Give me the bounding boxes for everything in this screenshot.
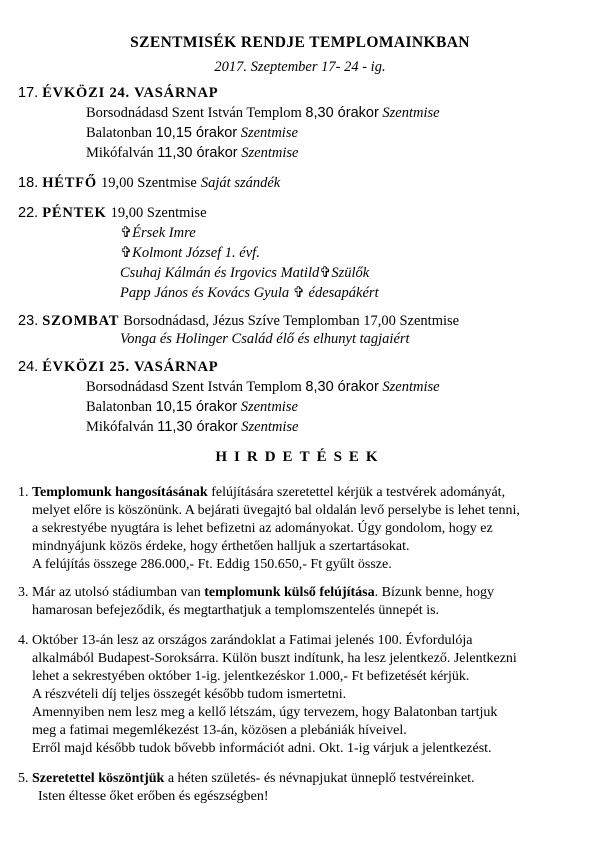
announcement-number: 3. [18, 585, 29, 600]
mass-intention: Vonga és Holinger Család élő és elhunyt tagjaiért [120, 331, 410, 347]
mass-text: 19,00 Szentmise [101, 175, 197, 191]
mass-place: Borsodnádasd Szent István Templom [86, 105, 302, 121]
day-date: 17. [18, 85, 39, 101]
day-date: 18. [18, 175, 39, 191]
announcement-1 [18, 484, 505, 502]
day-date: 24. [18, 359, 39, 375]
mass-place: Balatonban [86, 399, 153, 415]
mass-intention: Saját szándék [200, 175, 281, 191]
mass-line [86, 398, 298, 416]
mass-line [86, 104, 440, 122]
day-date: 23. [18, 313, 39, 329]
intention-text: Érsek Imre [132, 225, 196, 241]
mass-text: 19,00 Szentmise [110, 205, 207, 221]
page-subtitle: 2017. Szeptember 17- 24 - ig. [214, 59, 386, 75]
mass-time: 8,30 órakor [305, 379, 379, 395]
mass-intention [120, 244, 260, 262]
mass-text: Borsodnádasd, Jézus Szíve Templomban 17,00 Szentmise [123, 313, 460, 329]
announcement-line: Isten éltesse őket erőben és egészségben! [38, 789, 269, 804]
day-name: PÉNTEK [42, 205, 107, 221]
mass-intention [120, 264, 369, 282]
day-heading-monday [18, 174, 280, 192]
announcement-number: 5. [18, 771, 29, 786]
announcement-text: . Bízunk benne, hogy [374, 585, 494, 600]
intention-text: Kolmont József 1. évf. [132, 245, 260, 261]
announcement-text: Október 13-án lesz az országos zarándoklat a Fatimai jelenés 100. Évfordulója [32, 633, 473, 648]
announcement-3 [18, 584, 494, 602]
announcement-number: 1. [18, 485, 29, 500]
announcement-line: A részvételi díj teljes összegét később tudom ismertetni. [32, 687, 347, 702]
announcement-bold: Templomunk hangosításának [32, 485, 208, 500]
announcement-line: Erről majd később tudok bővebb információt adni. Okt. 1-ig várjuk a jelentkezést. [32, 741, 492, 756]
mass-place: Balatonban [86, 125, 153, 141]
day-heading-saturday [18, 312, 459, 330]
cross-icon: ✞ [319, 265, 332, 281]
mass-time: 8,30 órakor [305, 105, 379, 121]
announcement-bold: Szeretettel köszöntjük [32, 771, 165, 786]
intention-text: édesapákért [308, 285, 379, 301]
mass-type: Szentmise [241, 145, 299, 161]
day-name: ÉVKÖZI 24. VASÁRNAP [42, 85, 219, 101]
announcement-line: A felújítás összege 286.000,- Ft. Eddig 150.650,- Ft gyűlt össze. [32, 557, 392, 572]
mass-time: 10,15 órakor [155, 125, 238, 141]
page-title: SZENTMISÉK RENDJE TEMPLOMAINKBAN [130, 34, 470, 51]
announcement-text: Már az utolsó stádiumban van [32, 585, 201, 600]
announcement-text: a héten születés- és névnapjukat ünneplő testvéreinket. [167, 771, 475, 786]
mass-place: Mikófalván [86, 145, 154, 161]
day-date: 22. [18, 205, 39, 221]
cross-icon: ✞ [120, 225, 133, 241]
day-heading-sunday-1 [18, 84, 218, 102]
cross-icon: ✞ [292, 285, 305, 301]
mass-line [86, 144, 298, 162]
mass-type: Szentmise [240, 399, 298, 415]
intention-text: Papp János és Kovács Gyula [120, 285, 290, 301]
mass-time: 11,30 órakor [157, 419, 238, 435]
day-name: ÉVKÖZI 25. VASÁRNAP [42, 359, 219, 375]
mass-intention [120, 284, 379, 302]
announcement-bold: templomunk külső felújítása [204, 585, 375, 600]
day-heading-friday [18, 204, 207, 222]
day-heading-sunday-2 [18, 358, 218, 376]
announcement-line: alkalmából Budapest-Soroksárra. Külön buszt indítunk, ha lesz jelentkező. Jelentkezni [32, 651, 517, 666]
announcement-line: mindnyájunk közös érdeke, hogy érthetően halljuk a szertartásokat. [32, 539, 410, 554]
mass-time: 10,15 órakor [155, 399, 238, 415]
cross-icon: ✞ [120, 245, 133, 261]
mass-type: Szentmise [241, 419, 299, 435]
announcement-line: melyet előre is köszönünk. A bejárati üvegajtó bal oldalán levő perselybe is lehet tenni, [32, 503, 520, 518]
mass-place: Mikófalván [86, 419, 154, 435]
day-name: SZOMBAT [42, 313, 120, 329]
mass-line [86, 378, 440, 396]
mass-place: Borsodnádasd Szent István Templom [86, 379, 302, 395]
mass-time: 11,30 órakor [157, 145, 238, 161]
mass-intention [120, 224, 196, 242]
announcement-5 [18, 770, 475, 788]
announcement-line: a sekrestyébe nyugtára is lehet befizetni az adományokat. Úgy gondolom, hogy ez [32, 521, 493, 536]
mass-type: Szentmise [382, 105, 440, 121]
intention-text: Szülők [331, 265, 370, 281]
intention-text: Csuhaj Kálmán és Irgovics Matild [120, 265, 320, 281]
announcement-4 [18, 632, 472, 650]
announcements-heading: HIRDETÉSEK [215, 449, 385, 465]
announcement-number: 4. [18, 633, 29, 648]
announcement-text: felújítására szeretettel kérjük a testvérek adományát, [211, 485, 506, 500]
mass-type: Szentmise [240, 125, 298, 141]
mass-line [86, 418, 298, 436]
announcement-line: hamarosan befejeződik, és megtarthatjuk a templomszentelés ünnepét is. [32, 603, 440, 618]
announcement-line: Amennyiben nem lesz meg a kellő létszám, úgy tervezem, hogy Balatonban tartjuk [32, 705, 498, 720]
day-name: HÉTFŐ [42, 175, 97, 191]
mass-line [86, 124, 298, 142]
mass-type: Szentmise [382, 379, 440, 395]
announcement-line: meg a fatimai megemlékezést 13-án, közösen a plebániák híveivel. [32, 723, 407, 738]
announcement-line: lehet a sekrestyében október 1-ig. jelentkezéskor 1.000,- Ft befizetését kérjük. [32, 669, 470, 684]
